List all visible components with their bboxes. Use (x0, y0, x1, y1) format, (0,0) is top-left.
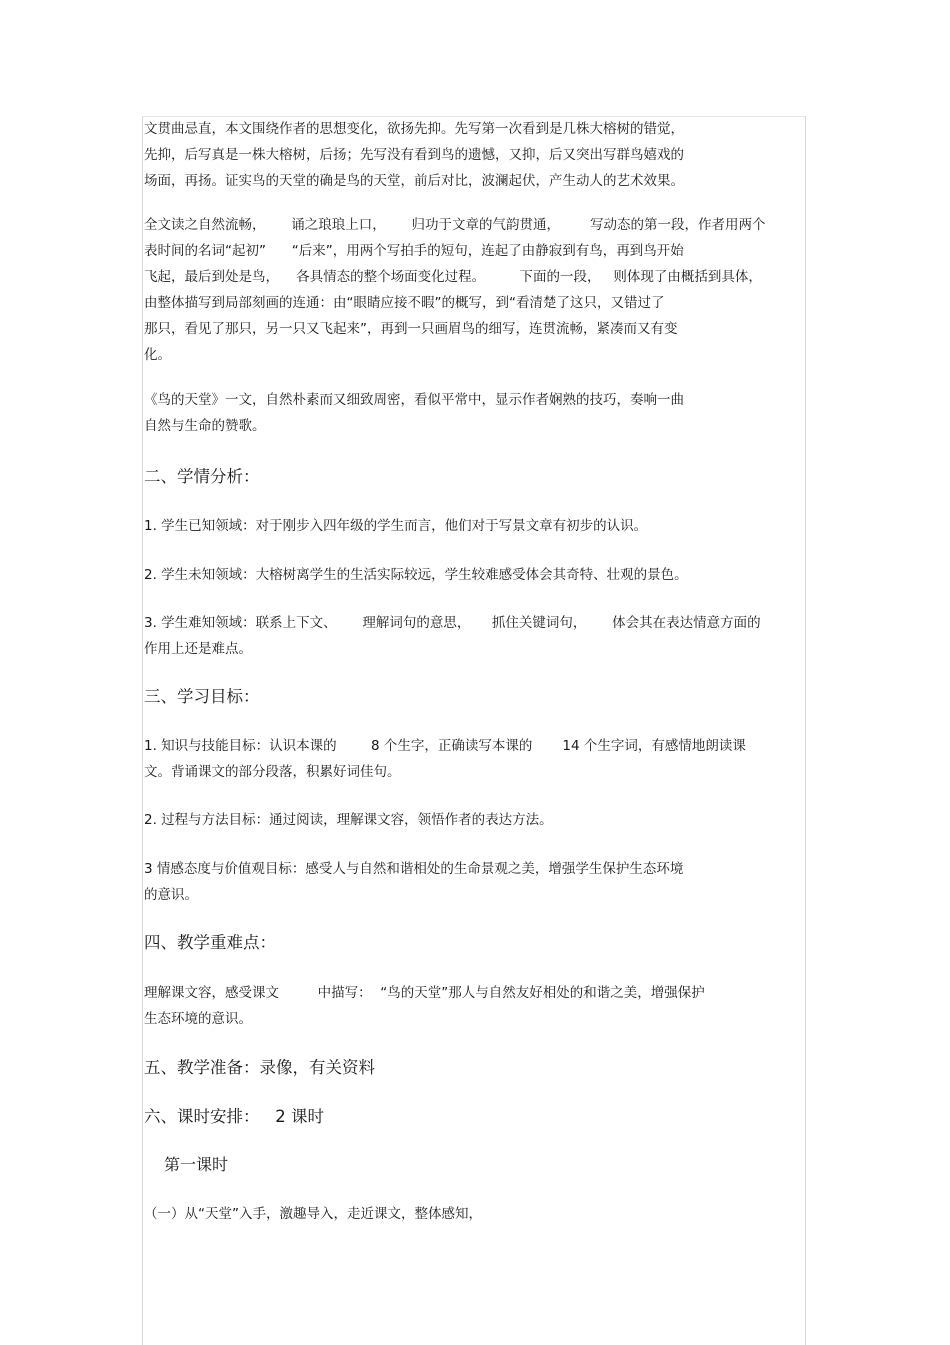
text-line: 文贯曲忌直，本文围绕作者的思想变化，欲扬先抑。先写第一次看到是几株大榕树的错觉， (144, 121, 684, 137)
text-line: 那只，看见了那只，另一只又飞起来”，再到一只画眉鸟的细写，连贯流畅，紧凑而又有变 (144, 321, 678, 337)
text-line: 理解课文容，感受课文 中描写： “鸟的天堂”那人与自然友好相处的和谐之美，增强保护 (144, 985, 705, 1001)
goal-knowledge-skills (144, 733, 746, 785)
goal-process-methods (144, 807, 553, 833)
text-line: 1. 知识与技能目标：认识本课的 8 个生字，正确读写本课的 14 个生字词，有感情地朗读课 (144, 738, 746, 754)
text-line: 化。 (144, 347, 171, 363)
text-line: 1. 学生已知领域：对于刚步入四年级的学生而言，他们对于写景文章有初步的认识。 (144, 518, 648, 534)
text-line: 文。背诵课文的部分段落，积累好词佳句。 (144, 764, 401, 780)
lesson-step-1 (144, 1201, 482, 1227)
text-line: 3 情感态度与价值观目标：感受人与自然和谐相处的生命景观之美，增强学生保护生态环境 (144, 861, 684, 877)
text-line: （一）从“天堂”入手，激趣导入，走近课文，整体感知， (144, 1206, 482, 1222)
text-line: 2. 学生未知领域：大榕树离学生的生活实际较远，学生较难感受体会其奇特、壮观的景色。 (144, 567, 688, 583)
text-line: 《鸟的天堂》一文，自然朴素而又细致周密，看似平常中，显示作者娴熟的技巧，奏响一曲 (144, 392, 684, 408)
section-heading-key-difficulties: 四、教学重难点： (144, 933, 276, 952)
section-heading-learning-goals: 三、学习目标： (144, 687, 260, 706)
text-line: 3. 学生难知领域：联系上下文、 理解词句的意思， 抓住关键词句， 体会其在表达情意方面的 (144, 615, 761, 631)
key-difficulties-body (144, 980, 705, 1032)
text-line: 先抑，后写真是一株大榕树，后扬；先写没有看到鸟的遗憾，又抑，后又突出写群鸟嬉戏的 (144, 147, 684, 163)
intro-paragraph-2 (144, 212, 766, 368)
text-line: 自然与生命的赞歌。 (144, 418, 266, 434)
text-line: 飞起，最后到处是鸟， 各具情态的整个场面变化过程。 下面的一段， 则体现了由概括到具体， (144, 269, 762, 285)
learner-unknown-domain (144, 562, 688, 588)
lesson-title: 第一课时 (164, 1155, 229, 1174)
goal-emotions-values (144, 856, 683, 908)
text-line: 由整体描写到局部刻画的连通：由“眼睛应接不暇”的概写，到“看清楚了这只，又错过了 (144, 295, 665, 311)
intro-paragraph-3 (144, 387, 684, 439)
text-line: 生态环境的意识。 (144, 1011, 252, 1027)
intro-paragraph-1 (144, 116, 684, 194)
learner-difficult-domain (144, 610, 761, 662)
text-line: 场面，再扬。证实鸟的天堂的确是鸟的天堂，前后对比，波澜起伏，产生动人的艺术效果。 (144, 173, 684, 189)
text-line: 作用上还是难点。 (144, 641, 252, 657)
text-line: 2. 过程与方法目标：通过阅读，理解课文容，领悟作者的表达方法。 (144, 812, 553, 828)
text-line: 表时间的名词“起初” “后来”，用两个写拍手的短句，连起了由静寂到有鸟，再到鸟开始 (144, 243, 684, 259)
text-line: 的意识。 (144, 887, 198, 903)
section-heading-learner-analysis: 二、学情分析： (144, 467, 260, 486)
section-heading-teaching-preparation: 五、教学准备：录像，有关资料 (144, 1058, 375, 1077)
learner-known-domain (144, 513, 647, 539)
text-line: 全文读之自然流畅， 诵之琅琅上口， 归功于文章的气韵贯通， 写动态的第一段，作者用两个 (144, 217, 766, 233)
section-heading-schedule: 六、课时安排： 2 课时 (144, 1107, 324, 1126)
